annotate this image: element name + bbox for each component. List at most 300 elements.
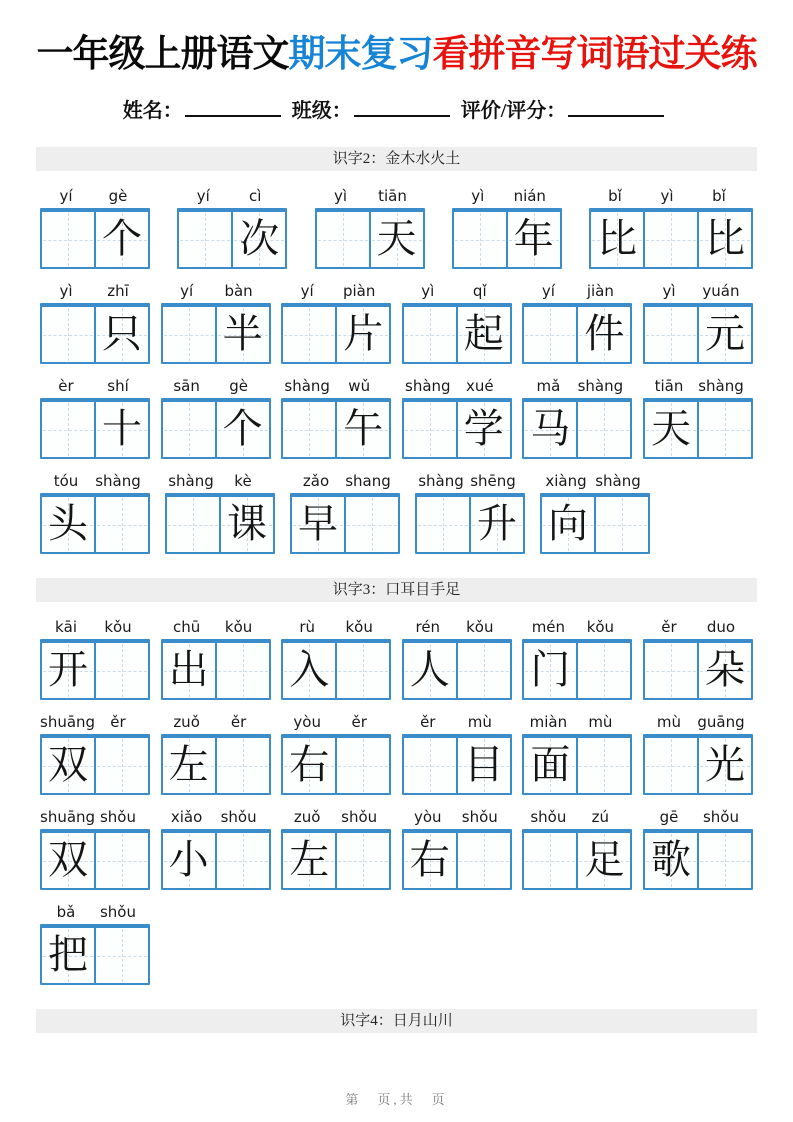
empty-writing-cell[interactable] xyxy=(594,497,648,552)
character-glyph xyxy=(699,833,751,888)
empty-writing-cell[interactable] xyxy=(417,497,469,552)
character-glyph: 升 xyxy=(477,501,517,546)
score-blank[interactable] xyxy=(568,98,664,117)
pinyin-syllable: mù xyxy=(588,713,613,731)
character-box xyxy=(415,493,525,554)
pinyin-row xyxy=(40,808,150,826)
word-group xyxy=(161,713,271,795)
character-glyph xyxy=(404,402,456,457)
character-glyph: 双 xyxy=(48,837,88,882)
empty-writing-cell[interactable] xyxy=(335,833,389,888)
pinyin-syllable: guāng xyxy=(697,713,745,731)
filled-character-cell xyxy=(163,643,215,698)
character-glyph xyxy=(458,833,510,888)
pinyin-row xyxy=(161,713,271,731)
character-glyph: 目 xyxy=(463,742,504,787)
character-glyph: 元 xyxy=(704,311,745,356)
empty-writing-cell[interactable] xyxy=(524,307,576,362)
pinyin-syllable: bàn xyxy=(224,282,253,300)
pinyin-syllable: miàn xyxy=(529,713,568,731)
pinyin-row xyxy=(643,618,753,636)
pinyin-row xyxy=(40,187,150,205)
character-glyph: 起 xyxy=(463,311,504,356)
pinyin-syllable: gè xyxy=(108,187,128,205)
character-glyph: 左 xyxy=(289,837,330,882)
title-exercise-part: 看拼音写词语过关练 xyxy=(432,33,757,74)
empty-writing-cell[interactable] xyxy=(335,738,389,793)
character-glyph xyxy=(96,497,148,552)
word-group xyxy=(589,187,753,269)
pinyin-syllable: duo xyxy=(706,618,736,636)
character-box xyxy=(589,208,753,269)
character-glyph: 人 xyxy=(409,647,450,692)
character-box xyxy=(40,208,150,269)
filled-character-cell xyxy=(576,307,630,362)
filled-character-cell xyxy=(94,307,148,362)
pinyin-row xyxy=(290,472,400,490)
pinyin-syllable: rù xyxy=(299,618,316,636)
filled-character-cell xyxy=(524,643,576,698)
filled-character-cell xyxy=(369,212,423,267)
character-glyph xyxy=(699,402,751,457)
character-box xyxy=(643,829,753,890)
word-row xyxy=(40,713,753,795)
character-box xyxy=(161,829,271,890)
word-group xyxy=(40,187,150,269)
pinyin-row xyxy=(161,808,271,826)
character-glyph: 只 xyxy=(102,311,142,356)
pinyin-syllable: yì xyxy=(421,282,435,300)
word-group xyxy=(402,377,512,459)
character-glyph: 天 xyxy=(650,406,691,451)
character-glyph: 比 xyxy=(597,216,637,261)
empty-writing-cell[interactable] xyxy=(576,402,630,457)
pinyin-syllable: shàng xyxy=(168,472,214,490)
character-box xyxy=(452,208,562,269)
character-glyph: 开 xyxy=(48,647,88,692)
pinyin-row xyxy=(643,377,753,395)
character-glyph: 半 xyxy=(222,311,263,356)
character-glyph: 双 xyxy=(48,742,88,787)
empty-writing-cell[interactable] xyxy=(94,643,148,698)
empty-writing-cell[interactable] xyxy=(163,307,215,362)
character-box xyxy=(40,303,150,364)
character-box xyxy=(40,924,150,985)
word-row xyxy=(40,377,753,459)
character-glyph: 足 xyxy=(584,837,625,882)
pinyin-syllable: yí xyxy=(59,187,73,205)
pinyin-syllable: zú xyxy=(591,808,610,826)
empty-writing-cell[interactable] xyxy=(645,738,697,793)
pinyin-row xyxy=(40,618,150,636)
character-glyph xyxy=(337,643,389,698)
empty-writing-cell[interactable] xyxy=(283,402,335,457)
empty-writing-cell[interactable] xyxy=(215,643,269,698)
pinyin-row xyxy=(522,377,632,395)
pinyin-syllable: yí xyxy=(180,282,194,300)
empty-writing-cell[interactable] xyxy=(645,307,697,362)
empty-writing-cell[interactable] xyxy=(524,833,576,888)
pinyin-row xyxy=(40,377,150,395)
section-header: 识字2：金木水火土 xyxy=(36,147,757,171)
character-glyph: 光 xyxy=(704,742,745,787)
pinyin-row xyxy=(540,472,650,490)
pinyin-row xyxy=(643,282,753,300)
pinyin-syllable: yuán xyxy=(702,282,740,300)
character-glyph xyxy=(163,402,215,457)
pinyin-syllable: shǒu xyxy=(702,808,739,826)
filled-character-cell xyxy=(456,402,510,457)
word-group xyxy=(40,903,150,985)
character-glyph: 小 xyxy=(168,837,209,882)
filled-character-cell xyxy=(404,643,456,698)
character-glyph: 个 xyxy=(102,216,142,261)
pinyin-row xyxy=(281,377,391,395)
empty-writing-cell[interactable] xyxy=(456,643,510,698)
pinyin-row xyxy=(281,713,391,731)
word-group xyxy=(415,472,525,554)
filled-character-cell xyxy=(283,643,335,698)
filled-character-cell xyxy=(456,738,510,793)
character-glyph: 向 xyxy=(548,501,588,546)
character-glyph: 把 xyxy=(48,932,88,977)
pinyin-syllable: ěr xyxy=(230,713,247,731)
character-box xyxy=(522,639,632,700)
filled-character-cell xyxy=(645,402,697,457)
pinyin-row xyxy=(402,282,512,300)
character-box xyxy=(161,303,271,364)
pinyin-syllable: ěr xyxy=(110,713,126,731)
word-group xyxy=(452,187,562,269)
name-blank[interactable] xyxy=(185,98,281,117)
character-glyph xyxy=(645,643,697,698)
empty-writing-cell[interactable] xyxy=(94,738,148,793)
word-group xyxy=(40,377,150,459)
empty-writing-cell[interactable] xyxy=(94,833,148,888)
word-group xyxy=(281,808,391,890)
page-title xyxy=(36,30,757,78)
empty-writing-cell[interactable] xyxy=(167,497,219,552)
filled-character-cell xyxy=(42,928,94,983)
filled-character-cell xyxy=(576,833,630,888)
empty-writing-cell[interactable] xyxy=(454,212,506,267)
pinyin-syllable: tóu xyxy=(53,472,79,490)
character-glyph: 门 xyxy=(530,647,571,692)
filled-character-cell xyxy=(42,497,94,552)
empty-writing-cell[interactable] xyxy=(697,833,751,888)
empty-writing-cell[interactable] xyxy=(215,738,269,793)
pinyin-row xyxy=(281,808,391,826)
pinyin-syllable: yòu xyxy=(414,808,442,826)
word-group xyxy=(281,377,391,459)
character-glyph: 学 xyxy=(463,406,504,451)
pinyin-syllable: ěr xyxy=(351,713,367,731)
filled-character-cell xyxy=(163,833,215,888)
sections xyxy=(36,147,757,1033)
empty-writing-cell[interactable] xyxy=(404,738,456,793)
filled-character-cell xyxy=(335,402,389,457)
title-review-part: 期末复习 xyxy=(288,33,433,74)
word-group xyxy=(402,282,512,364)
pinyin-syllable: xiàng xyxy=(545,472,587,490)
word-group xyxy=(522,808,632,890)
word-group xyxy=(522,377,632,459)
pinyin-syllable: ěr xyxy=(420,713,436,731)
empty-writing-cell[interactable] xyxy=(344,497,398,552)
word-group xyxy=(402,713,512,795)
filled-character-cell xyxy=(524,402,576,457)
character-box xyxy=(643,398,753,459)
character-box xyxy=(643,303,753,364)
pinyin-row xyxy=(40,282,150,300)
empty-writing-cell[interactable] xyxy=(94,497,148,552)
character-box xyxy=(522,734,632,795)
pinyin-syllable: mén xyxy=(531,618,566,636)
character-glyph: 年 xyxy=(513,216,554,261)
character-glyph xyxy=(337,738,389,793)
pinyin-syllable: yì xyxy=(333,187,348,205)
character-box xyxy=(522,303,632,364)
pinyin-row xyxy=(522,713,632,731)
filled-character-cell xyxy=(42,643,94,698)
character-box xyxy=(643,734,753,795)
character-box xyxy=(522,829,632,890)
character-glyph xyxy=(283,402,335,457)
character-box xyxy=(402,303,512,364)
name-label: 姓名： xyxy=(122,100,183,122)
character-box xyxy=(40,734,150,795)
pinyin-syllable: xiǎo xyxy=(170,808,203,826)
word-group xyxy=(161,618,271,700)
character-box xyxy=(402,398,512,459)
filled-character-cell xyxy=(335,307,389,362)
pinyin-syllable: shǒu xyxy=(530,808,567,826)
pinyin-syllable: èr xyxy=(58,377,74,395)
filled-character-cell xyxy=(219,497,273,552)
pinyin-syllable: kǒu xyxy=(224,618,253,636)
empty-writing-cell[interactable] xyxy=(335,643,389,698)
empty-writing-cell[interactable] xyxy=(404,307,456,362)
word-group xyxy=(522,713,632,795)
character-box xyxy=(281,303,391,364)
empty-writing-cell[interactable] xyxy=(643,212,697,267)
character-glyph: 歌 xyxy=(650,837,691,882)
empty-writing-cell[interactable] xyxy=(283,307,335,362)
character-glyph: 朵 xyxy=(704,647,745,692)
pinyin-syllable: shàng xyxy=(95,472,141,490)
character-glyph xyxy=(404,307,456,362)
pinyin-syllable: yì xyxy=(59,282,73,300)
character-box xyxy=(402,639,512,700)
character-box xyxy=(40,398,150,459)
character-glyph xyxy=(596,497,648,552)
word-row xyxy=(40,903,753,985)
character-glyph xyxy=(163,307,215,362)
filled-character-cell xyxy=(404,833,456,888)
empty-writing-cell[interactable] xyxy=(179,212,231,267)
pinyin-syllable: zuǒ xyxy=(173,713,200,731)
character-glyph xyxy=(645,212,697,267)
filled-character-cell xyxy=(215,307,269,362)
pinyin-syllable: shuāng xyxy=(40,713,96,731)
filled-character-cell xyxy=(469,497,523,552)
character-glyph xyxy=(578,738,630,793)
pinyin-syllable: bǎ xyxy=(56,903,76,921)
word-group xyxy=(165,472,275,554)
pinyin-row xyxy=(40,713,150,731)
character-box xyxy=(540,493,650,554)
character-box xyxy=(281,639,391,700)
pinyin-syllable: zhī xyxy=(107,282,129,300)
word-group xyxy=(40,472,150,554)
filled-character-cell xyxy=(645,833,697,888)
empty-writing-cell[interactable] xyxy=(645,643,697,698)
filled-character-cell xyxy=(456,307,510,362)
word-group xyxy=(643,713,753,795)
pinyin-syllable: yí xyxy=(196,187,210,205)
empty-writing-cell[interactable] xyxy=(42,402,94,457)
character-glyph: 右 xyxy=(289,742,330,787)
pinyin-syllable: shàng xyxy=(284,377,330,395)
pinyin-row xyxy=(161,377,271,395)
filled-character-cell xyxy=(283,833,335,888)
character-glyph: 次 xyxy=(239,216,280,261)
character-glyph xyxy=(96,738,148,793)
pinyin-row xyxy=(402,713,512,731)
character-glyph xyxy=(404,738,456,793)
word-group xyxy=(643,377,753,459)
pinyin-row xyxy=(522,618,632,636)
empty-writing-cell[interactable] xyxy=(317,212,369,267)
pinyin-syllable: mǎ xyxy=(536,377,561,395)
filled-character-cell xyxy=(94,212,148,267)
character-glyph: 十 xyxy=(102,406,142,451)
score-label: 评价/评分： xyxy=(460,100,567,122)
pinyin-syllable: gè xyxy=(229,377,248,395)
character-glyph xyxy=(645,738,697,793)
word-group xyxy=(161,377,271,459)
pinyin-row xyxy=(40,472,150,490)
empty-writing-cell[interactable] xyxy=(576,738,630,793)
character-box xyxy=(177,208,287,269)
character-box xyxy=(161,398,271,459)
pinyin-syllable: bǐ xyxy=(712,187,726,205)
pinyin-syllable: rén xyxy=(415,618,441,636)
character-glyph xyxy=(578,402,630,457)
pinyin-syllable: yí xyxy=(541,282,555,300)
character-glyph xyxy=(454,212,506,267)
word-group xyxy=(161,282,271,364)
filled-character-cell xyxy=(697,212,751,267)
filled-character-cell xyxy=(94,402,148,457)
pinyin-syllable: shang xyxy=(345,472,391,490)
pinyin-syllable: kǒu xyxy=(345,618,373,636)
word-group xyxy=(40,282,150,364)
pinyin-row xyxy=(402,808,512,826)
pinyin-row xyxy=(643,713,753,731)
pinyin-row xyxy=(281,618,391,636)
character-box xyxy=(281,734,391,795)
word-row xyxy=(40,282,753,364)
pinyin-row xyxy=(177,187,287,205)
character-glyph: 面 xyxy=(530,742,571,787)
word-group xyxy=(177,187,287,269)
pinyin-syllable: qǐ xyxy=(472,282,487,300)
character-box xyxy=(165,493,275,554)
class-label: 班级： xyxy=(291,100,352,122)
pinyin-syllable: kǒu xyxy=(586,618,615,636)
pinyin-syllable: shǒu xyxy=(99,903,136,921)
character-glyph xyxy=(524,833,576,888)
filled-character-cell xyxy=(215,402,269,457)
empty-writing-cell[interactable] xyxy=(42,212,94,267)
word-group xyxy=(281,282,391,364)
filled-character-cell xyxy=(283,738,335,793)
word-group xyxy=(161,808,271,890)
pinyin-syllable: gē xyxy=(659,808,679,826)
character-glyph xyxy=(458,643,510,698)
character-glyph xyxy=(283,307,335,362)
word-group xyxy=(643,808,753,890)
character-glyph: 马 xyxy=(530,406,571,451)
pinyin-syllable: mù xyxy=(656,713,682,731)
character-glyph: 左 xyxy=(168,742,209,787)
filled-character-cell xyxy=(697,307,751,362)
pinyin-row xyxy=(415,472,525,490)
character-box xyxy=(40,829,150,890)
character-box xyxy=(161,734,271,795)
empty-writing-cell[interactable] xyxy=(42,307,94,362)
filled-character-cell xyxy=(697,643,751,698)
class-blank[interactable] xyxy=(354,98,450,117)
empty-writing-cell[interactable] xyxy=(456,833,510,888)
pinyin-syllable: shàng xyxy=(418,472,464,490)
character-glyph xyxy=(167,497,219,552)
pinyin-syllable: chū xyxy=(172,618,201,636)
word-group xyxy=(643,282,753,364)
empty-writing-cell[interactable] xyxy=(215,833,269,888)
title-grade-part: 一年级上册语文 xyxy=(36,33,289,74)
word-row xyxy=(40,808,753,890)
character-box xyxy=(643,639,753,700)
pinyin-syllable: zǎo xyxy=(302,472,330,490)
pinyin-syllable: kāi xyxy=(54,618,78,636)
pinyin-row xyxy=(281,282,391,300)
pinyin-syllable: tiān xyxy=(378,187,407,205)
character-glyph xyxy=(42,307,94,362)
empty-writing-cell[interactable] xyxy=(404,402,456,457)
word-group xyxy=(40,618,150,700)
pinyin-row xyxy=(522,808,632,826)
word-group xyxy=(522,282,632,364)
pinyin-syllable: shēng xyxy=(470,472,516,490)
pinyin-syllable: kè xyxy=(234,472,252,490)
pinyin-row xyxy=(161,618,271,636)
empty-writing-cell[interactable] xyxy=(163,402,215,457)
pinyin-syllable: yì xyxy=(471,187,485,205)
empty-writing-cell[interactable] xyxy=(576,643,630,698)
pinyin-syllable: piàn xyxy=(342,282,376,300)
empty-writing-cell[interactable] xyxy=(94,928,148,983)
pinyin-syllable: kǒu xyxy=(466,618,494,636)
character-glyph xyxy=(337,833,389,888)
character-glyph xyxy=(96,643,148,698)
character-box xyxy=(315,208,425,269)
pinyin-syllable: xué xyxy=(465,377,494,395)
word-row xyxy=(40,472,753,554)
pinyin-row xyxy=(402,377,512,395)
empty-writing-cell[interactable] xyxy=(697,402,751,457)
